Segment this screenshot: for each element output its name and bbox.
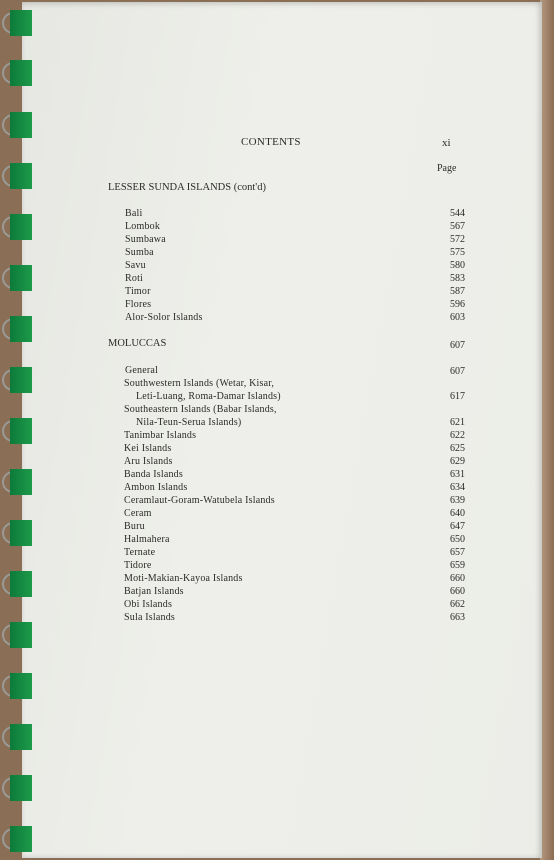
toc-page: 657	[450, 547, 465, 558]
toc-entry: Nila-Teun-Serua Islands)	[136, 417, 242, 428]
toc-entry: Timor	[125, 286, 151, 297]
page-number: xi	[442, 137, 451, 149]
toc-page: 660	[450, 586, 465, 597]
toc-page: 596	[450, 299, 465, 310]
toc-entry: General	[125, 365, 159, 376]
toc-page: 544	[450, 208, 465, 219]
toc-entry: Sula Islands	[124, 612, 176, 623]
toc-page: 617	[450, 391, 465, 402]
toc-page: 621	[450, 417, 465, 428]
toc-entry: Tidore	[124, 560, 152, 571]
section-title-lesser-sunda: LESSER SUNDA ISLANDS (cont'd)	[108, 182, 266, 193]
toc-entry: Sumba	[125, 247, 154, 258]
toc-page: 663	[450, 612, 465, 623]
toc-page: 659	[450, 560, 465, 571]
toc-entry: Sumbawa	[125, 234, 166, 245]
toc-page: 650	[450, 534, 465, 545]
toc-page: 631	[450, 469, 465, 480]
toc-page: 662	[450, 599, 465, 610]
toc-entry: Savu	[125, 260, 146, 271]
page-title: CONTENTS	[241, 136, 301, 148]
toc-entry: Obi Islands	[124, 599, 173, 610]
toc-entry: Banda Islands	[124, 469, 183, 480]
toc-page: 575	[450, 247, 465, 258]
toc-page: 587	[450, 286, 465, 297]
toc-entry: Ternate	[124, 547, 156, 558]
toc-entry: Flores	[125, 299, 152, 310]
toc-entry: Buru	[124, 521, 145, 532]
toc-entry: Roti	[125, 273, 144, 284]
toc-page: 622	[450, 430, 465, 441]
toc-entry: Moti-Makian-Kayoa Islands	[124, 573, 243, 584]
toc-page: 634	[450, 482, 465, 493]
toc-entry: Ceram	[124, 508, 152, 519]
toc-page: 607	[450, 366, 465, 377]
toc-entry: Leti-Luang, Roma-Damar Islands)	[136, 391, 281, 402]
toc-entry: Alor-Solor Islands	[125, 312, 203, 323]
page-column-label: Page	[437, 163, 457, 174]
toc-entry: Aru Islands	[124, 456, 173, 467]
section-title-moluccas: MOLUCCAS	[108, 338, 167, 349]
toc-page: 647	[450, 521, 465, 532]
toc-entry: Southeastern Islands (Babar Islands,	[124, 404, 277, 415]
toc-entry: Halmahera	[124, 534, 170, 545]
toc-page: 625	[450, 443, 465, 454]
section-page: 607	[450, 340, 465, 351]
toc-page: 629	[450, 456, 465, 467]
toc-entry: Ceramlaut-Goram-Watubela Islands	[124, 495, 275, 506]
toc-entry: Tanimbar Islands	[124, 430, 197, 441]
toc-entry: Lombok	[125, 221, 161, 232]
toc-page: 583	[450, 273, 465, 284]
toc-page: 639	[450, 495, 465, 506]
toc-entry: Bali	[125, 208, 143, 219]
toc-page: 603	[450, 312, 465, 323]
toc-page: 660	[450, 573, 465, 584]
toc-entry: Kei Islands	[124, 443, 172, 454]
toc-page: 640	[450, 508, 465, 519]
toc-page: 580	[450, 260, 465, 271]
toc-page: 567	[450, 221, 465, 232]
toc-entry: Batjan Islands	[124, 586, 184, 597]
toc-entry: Southwestern Islands (Wetar, Kisar,	[124, 378, 275, 389]
toc-entry: Ambon Islands	[124, 482, 188, 493]
toc-page: 572	[450, 234, 465, 245]
